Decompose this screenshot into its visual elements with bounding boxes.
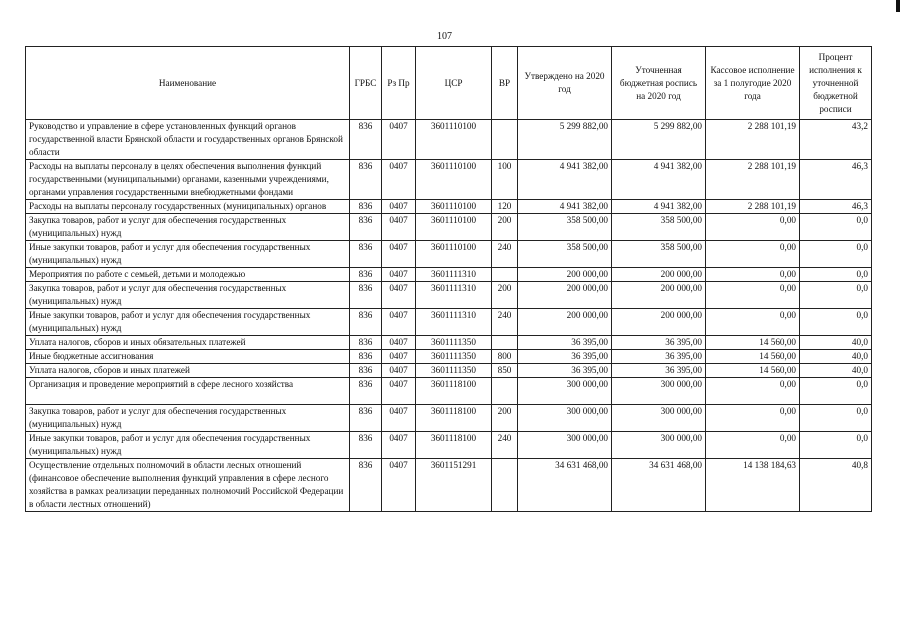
row-csr: 3601111310 (416, 282, 492, 309)
col-header-executed: Кассовое исполнение за 1 полугодие 2020 года (706, 47, 800, 120)
table-body (26, 120, 872, 512)
row-refined: 36 395,00 (612, 364, 706, 378)
col-header-percent: Процент исполнения к уточненной бюджетной росписи (800, 47, 872, 120)
row-name: Закупка товаров, работ и услуг для обеспечения государственных (муниципальных) нужд (26, 214, 350, 241)
budget-execution-table (25, 46, 872, 512)
row-refined: 358 500,00 (612, 241, 706, 268)
row-approved: 200 000,00 (518, 309, 612, 336)
row-csr: 3601118100 (416, 405, 492, 432)
row-refined: 200 000,00 (612, 309, 706, 336)
row-grbs: 836 (350, 459, 382, 512)
row-refined: 4 941 382,00 (612, 160, 706, 200)
row-csr: 3601151291 (416, 459, 492, 512)
row-name: Организация и проведение мероприятий в сфере лесного хозяйства (26, 378, 350, 405)
row-grbs: 836 (350, 120, 382, 160)
row-vr (492, 459, 518, 512)
row-refined: 4 941 382,00 (612, 200, 706, 214)
row-rzpr: 0407 (382, 214, 416, 241)
row-rzpr: 0407 (382, 378, 416, 405)
row-rzpr: 0407 (382, 268, 416, 282)
row-executed: 0,00 (706, 241, 800, 268)
row-percent: 46,3 (800, 200, 872, 214)
table-row (26, 432, 872, 459)
row-grbs: 836 (350, 268, 382, 282)
row-name: Закупка товаров, работ и услуг для обеспечения государственных (муниципальных) нужд (26, 405, 350, 432)
scan-edge-mark (896, 0, 900, 12)
row-vr (492, 378, 518, 405)
row-executed: 2 288 101,19 (706, 160, 800, 200)
col-header-csr: ЦСР (416, 47, 492, 120)
row-csr: 3601110100 (416, 241, 492, 268)
col-header-approved: Утверждено на 2020 год (518, 47, 612, 120)
row-executed: 14 560,00 (706, 364, 800, 378)
col-header-refined: Уточненная бюджетная роспись на 2020 год (612, 47, 706, 120)
row-refined: 34 631 468,00 (612, 459, 706, 512)
row-executed: 2 288 101,19 (706, 120, 800, 160)
col-header-vr: ВР (492, 47, 518, 120)
row-refined: 358 500,00 (612, 214, 706, 241)
page-number: 107 (437, 31, 452, 42)
row-grbs: 836 (350, 160, 382, 200)
row-approved: 358 500,00 (518, 214, 612, 241)
row-grbs: 836 (350, 378, 382, 405)
table-row (26, 214, 872, 241)
row-csr: 3601110100 (416, 200, 492, 214)
row-name: Иные закупки товаров, работ и услуг для обеспечения государственных (муниципальных) нужд (26, 241, 350, 268)
row-csr: 3601111350 (416, 336, 492, 350)
col-header-rzpr: Рз Пр (382, 47, 416, 120)
row-percent: 40,0 (800, 336, 872, 350)
row-approved: 4 941 382,00 (518, 200, 612, 214)
row-name: Закупка товаров, работ и услуг для обеспечения государственных (муниципальных) нужд (26, 282, 350, 309)
row-vr: 240 (492, 432, 518, 459)
row-vr: 200 (492, 214, 518, 241)
row-rzpr: 0407 (382, 405, 416, 432)
row-rzpr: 0407 (382, 432, 416, 459)
row-approved: 300 000,00 (518, 432, 612, 459)
row-grbs: 836 (350, 350, 382, 364)
row-name: Иные закупки товаров, работ и услуг для обеспечения государственных (муниципальных) нужд (26, 309, 350, 336)
row-executed: 0,00 (706, 214, 800, 241)
table-row (26, 405, 872, 432)
row-approved: 36 395,00 (518, 336, 612, 350)
row-vr: 200 (492, 282, 518, 309)
row-name: Уплата налогов, сборов и иных обязательных платежей (26, 336, 350, 350)
row-percent: 0,0 (800, 378, 872, 405)
row-name: Расходы на выплаты персоналу в целях обеспечения выполнения функций государственными (муниципальными) органами, казенными учреждениями, органами управления государственными внебюджетными фондами (26, 160, 350, 200)
table-row (26, 309, 872, 336)
row-percent: 46,3 (800, 160, 872, 200)
row-csr: 3601111350 (416, 350, 492, 364)
row-executed: 2 288 101,19 (706, 200, 800, 214)
table-header-row (26, 47, 872, 120)
row-vr: 850 (492, 364, 518, 378)
row-vr: 100 (492, 160, 518, 200)
row-approved: 200 000,00 (518, 268, 612, 282)
row-rzpr: 0407 (382, 241, 416, 268)
table-row (26, 120, 872, 160)
row-executed: 14 560,00 (706, 336, 800, 350)
row-name: Расходы на выплаты персоналу государственных (муниципальных) органов (26, 200, 350, 214)
row-vr: 200 (492, 405, 518, 432)
table-row (26, 268, 872, 282)
row-executed: 0,00 (706, 309, 800, 336)
row-approved: 34 631 468,00 (518, 459, 612, 512)
row-refined: 300 000,00 (612, 405, 706, 432)
row-refined: 200 000,00 (612, 282, 706, 309)
row-name: Иные закупки товаров, работ и услуг для обеспечения государственных (муниципальных) нужд (26, 432, 350, 459)
row-percent: 40,0 (800, 364, 872, 378)
row-csr: 3601111310 (416, 268, 492, 282)
table-row (26, 160, 872, 200)
row-vr: 800 (492, 350, 518, 364)
row-percent: 0,0 (800, 405, 872, 432)
row-percent: 0,0 (800, 432, 872, 459)
row-refined: 300 000,00 (612, 432, 706, 459)
row-rzpr: 0407 (382, 120, 416, 160)
row-executed: 0,00 (706, 405, 800, 432)
row-grbs: 836 (350, 432, 382, 459)
row-percent: 43,2 (800, 120, 872, 160)
row-name: Руководство и управление в сфере установленных функций органов государственной власти Брянской области и государственных органов Брянской области (26, 120, 350, 160)
row-approved: 4 941 382,00 (518, 160, 612, 200)
row-percent: 40,8 (800, 459, 872, 512)
col-header-name: Наименование (26, 47, 350, 120)
row-rzpr: 0407 (382, 459, 416, 512)
row-percent: 0,0 (800, 214, 872, 241)
table-row (26, 350, 872, 364)
row-csr: 3601111350 (416, 364, 492, 378)
table-row (26, 336, 872, 350)
row-name: Уплата налогов, сборов и иных платежей (26, 364, 350, 378)
row-refined: 5 299 882,00 (612, 120, 706, 160)
row-percent: 40,0 (800, 350, 872, 364)
row-vr (492, 268, 518, 282)
table-row (26, 378, 872, 405)
row-rzpr: 0407 (382, 200, 416, 214)
row-executed: 0,00 (706, 268, 800, 282)
row-name: Иные бюджетные ассигнования (26, 350, 350, 364)
row-csr: 3601118100 (416, 432, 492, 459)
row-percent: 0,0 (800, 309, 872, 336)
row-grbs: 836 (350, 405, 382, 432)
table-row (26, 364, 872, 378)
row-csr: 3601118100 (416, 378, 492, 405)
row-grbs: 836 (350, 214, 382, 241)
row-percent: 0,0 (800, 241, 872, 268)
row-vr: 120 (492, 200, 518, 214)
row-vr: 240 (492, 309, 518, 336)
table-row (26, 282, 872, 309)
row-percent: 0,0 (800, 268, 872, 282)
row-vr: 240 (492, 241, 518, 268)
row-rzpr: 0407 (382, 350, 416, 364)
row-grbs: 836 (350, 282, 382, 309)
row-refined: 200 000,00 (612, 268, 706, 282)
row-executed: 0,00 (706, 432, 800, 459)
row-executed: 0,00 (706, 282, 800, 309)
row-approved: 300 000,00 (518, 378, 612, 405)
row-approved: 36 395,00 (518, 364, 612, 378)
row-refined: 300 000,00 (612, 378, 706, 405)
row-approved: 358 500,00 (518, 241, 612, 268)
table-row (26, 241, 872, 268)
row-approved: 5 299 882,00 (518, 120, 612, 160)
row-csr: 3601110100 (416, 120, 492, 160)
table-row (26, 459, 872, 512)
row-rzpr: 0407 (382, 309, 416, 336)
row-name: Осуществление отдельных полномочий в области лесных отношений (финансовое обеспечение выполнения функций управления в сфере лесного хозяйства в рамках реализации переданных полномочий Российской Федерации в области лестных отношений) (26, 459, 350, 512)
table-row (26, 200, 872, 214)
row-refined: 36 395,00 (612, 350, 706, 364)
row-grbs: 836 (350, 309, 382, 336)
row-rzpr: 0407 (382, 364, 416, 378)
row-grbs: 836 (350, 241, 382, 268)
row-grbs: 836 (350, 200, 382, 214)
row-rzpr: 0407 (382, 160, 416, 200)
row-executed: 14 138 184,63 (706, 459, 800, 512)
row-rzpr: 0407 (382, 282, 416, 309)
row-csr: 3601110100 (416, 214, 492, 241)
row-csr: 3601111310 (416, 309, 492, 336)
row-executed: 0,00 (706, 378, 800, 405)
row-vr (492, 336, 518, 350)
row-vr (492, 120, 518, 160)
row-name: Мероприятия по работе с семьей, детьми и молодежью (26, 268, 350, 282)
row-executed: 14 560,00 (706, 350, 800, 364)
row-grbs: 836 (350, 336, 382, 350)
row-csr: 3601110100 (416, 160, 492, 200)
row-grbs: 836 (350, 364, 382, 378)
row-approved: 200 000,00 (518, 282, 612, 309)
row-percent: 0,0 (800, 282, 872, 309)
row-approved: 36 395,00 (518, 350, 612, 364)
row-rzpr: 0407 (382, 336, 416, 350)
row-approved: 300 000,00 (518, 405, 612, 432)
row-refined: 36 395,00 (612, 336, 706, 350)
col-header-grbs: ГРБС (350, 47, 382, 120)
